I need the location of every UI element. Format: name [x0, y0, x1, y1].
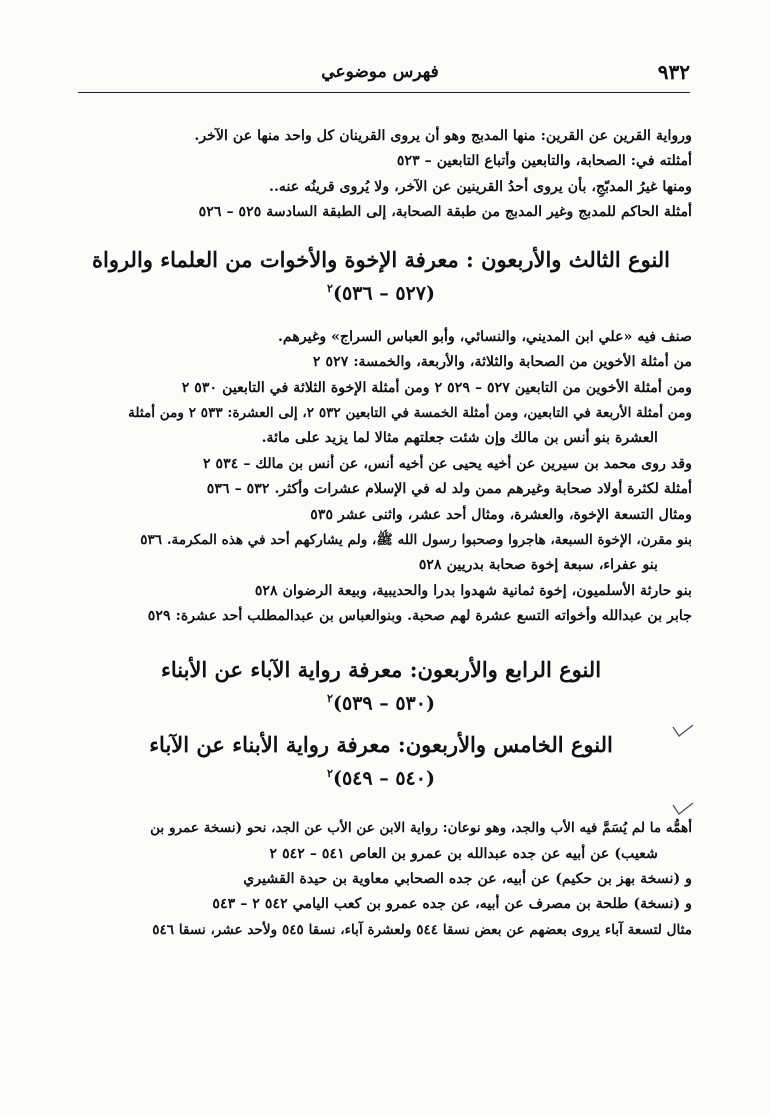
text-line: أمثلته في: الصحابة، والتابعين وأتباع التابعين – ٥٢٣ — [396, 153, 692, 170]
section-range — [70, 685, 692, 717]
text-line: بنو مقرن، الإخوة السبعة، هاجروا وصحبوا رسول الله ﷺ، ولم يشاركهم أحد في هذه المكرمة. ٥٣٦ — [140, 532, 692, 549]
index-content — [70, 124, 692, 943]
section-range — [70, 760, 692, 792]
range-text: (٥٣٠ – ٥٣٩) — [332, 691, 435, 714]
text-line: أهمُّه ما لم يُسَمَّ فيه الأب والجد، وهو نوعان: رواية الابن عن الأب عن الجد، نحو (نسخة عمرو بن — [150, 820, 692, 837]
text-line: ومثال التسعة الإخوة، والعشرة، ومثال أحد عشر، واثنى عشر ٥٣٥ — [310, 506, 692, 523]
page-number: ٩٣٢ — [657, 60, 690, 84]
text-line: صنف فيه «علي ابن المديني، والنسائي، وأبو العباس السراج» وغيرهم. — [277, 328, 692, 345]
text-line: و (نسخة بهز بن حكيم) عن أبيه، عن جده الصحابي معاوية بن حيدة القشيري — [243, 871, 692, 888]
section-heading: النوع الثالث والأربعون : معرفة الإخوة والأخوات من العلماء والرواة — [91, 246, 671, 272]
page-header — [70, 60, 690, 88]
text-line: و (نسخة) طلحة بن مصرف عن أبيه، عن جده عمرو بن كعب اليامي ٥٤٢ ٢ – ٥٤٣ — [212, 896, 692, 913]
text-line: العشرة بنو أنس بن مالك وإن شئت جعلتهم مثالا لما يزيد على مائة. — [261, 430, 658, 447]
text-line: ورواية القرين عن القرين: منها المدبج وهو أن يروى القرينان كل واحد منها عن الآخر. — [194, 128, 692, 144]
section-heading: النوع الرابع والأربعون: معرفة رواية الآباء عن الأبناء — [160, 656, 602, 682]
checkmark-icon — [672, 802, 694, 816]
text-line: أمثلة الحاكم للمدبج وغير المدبج من طبقة الصحابة، إلى الطبقة السادسة ٥٢٥ – ٥٢٦ — [198, 204, 692, 221]
checkmark-icon — [672, 724, 694, 738]
range-note: ٢ — [327, 766, 333, 780]
text-line: ومن أمثلة الأخوين من التابعين ٥٢٧ – ٥٢٩ ٢ ومن أمثلة الإخوة الثلاثة في التابعين ٥٣٠ ٢ — [181, 379, 692, 396]
text-line: ومنها غيرُ المدبّجِ، بأن يروى أحدُ القرينين عن الآخر، ولا يُروى قرينُه عنه.. — [269, 178, 692, 195]
text-line: ومن أمثلة الأربعة في التابعين، ومن أمثلة الخمسة في التابعين ٥٣٢ ٢، إلى العشرة: ٥٣٣ ٢ ومن أمثلة — [128, 405, 692, 422]
range-note: ٢ — [327, 691, 333, 705]
text-line: شعيب) عن أبيه عن جده عبدالله بن عمرو بن العاص ٥٤١ – ٥٤٢ ٢ — [269, 845, 658, 862]
running-title: فهرس موضوعي — [321, 62, 439, 82]
text-line: جابر بن عبدالله وأخواته التسع عشرة لهم صحبة. وبنوالعباس بن عبدالمطلب أحد عشرة: ٥٢٩ — [147, 608, 692, 625]
range-text: (٥٤٠ – ٥٤٩) — [332, 767, 435, 790]
text-line: من أمثلة الأخوين من الصحابة والثلاثة، والأربعة، والخمسة: ٥٢٧ ٢ — [312, 354, 692, 371]
range-text: (٥٢٧ – ٥٣٦) — [332, 281, 435, 304]
text-line: وقد روى محمد بن سيرين عن أخيه يحيى عن أخيه أنس، عن أنس بن مالك – ٥٣٤ ٢ — [202, 455, 692, 472]
section-range — [70, 275, 692, 307]
text-line: بنو عفراء، سبعة إخوة صحابة بدريين ٥٢٨ — [418, 557, 658, 574]
text-line: مثال لتسعة آباء يروى بعضهم عن بعض نسقا ٥٤٤ ولعشرة آباء، نسقا ٥٤٥ ولأحد عشر، نسقا ٥٤٦ — [152, 921, 692, 938]
header-rule — [78, 92, 690, 93]
text-line: أمثلة لكثرة أولاد صحابة وغيرهم ممن ولد له في الإسلام عشرات وأكثر. ٥٣٢ – ٥٣٦ — [206, 481, 692, 498]
range-note: ٢ — [327, 281, 333, 295]
text-line: بنو حارثة الأسلميون، إخوة ثمانية شهدوا بدرا والحديبية، وبيعة الرضوان ٥٢٨ — [254, 582, 692, 599]
section-heading: النوع الخامس والأربعون: معرفة رواية الأبناء عن الآباء — [149, 731, 613, 757]
